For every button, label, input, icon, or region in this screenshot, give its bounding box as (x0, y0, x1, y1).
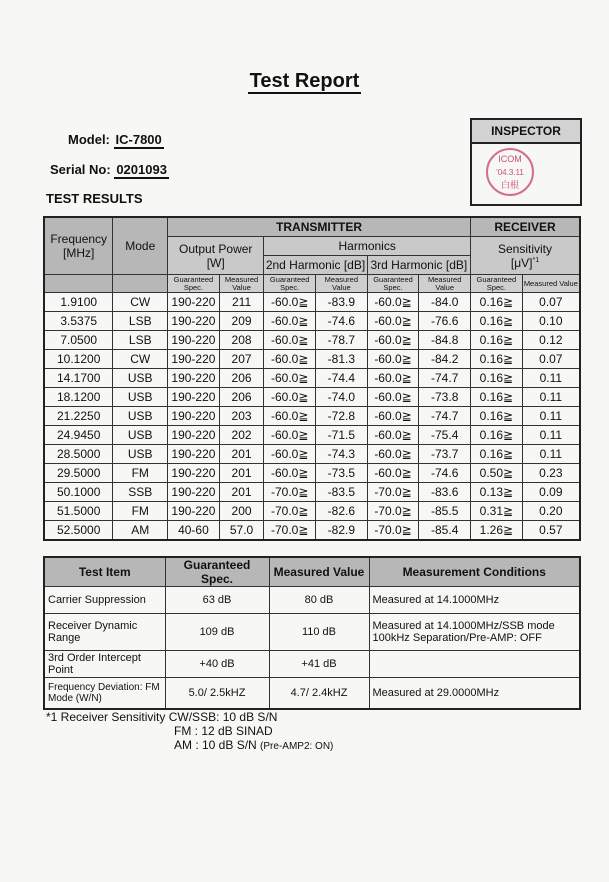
cell-op-val: 203 (219, 407, 264, 426)
subheader-blank (44, 275, 113, 293)
subheader-blank (113, 275, 168, 293)
cell-freq: 28.5000 (44, 445, 113, 464)
subheader-row (44, 275, 580, 293)
cell-op-spec: 190-220 (168, 350, 220, 369)
cell-sens-spec: 1.26≧ (471, 521, 523, 541)
cell-h2-spec: -60.0≧ (264, 407, 316, 426)
cell-op-val: 207 (219, 350, 264, 369)
table-row (44, 521, 580, 541)
cell-mode: USB (113, 445, 168, 464)
spec-cell: +40 dB (165, 651, 269, 678)
cell-h3-val: -74.7 (419, 407, 471, 426)
cell-sens-val: 0.11 (522, 369, 580, 388)
condition-line: Measured at 14.1000MHz (372, 594, 500, 606)
cell-op-spec: 190-220 (168, 407, 220, 426)
cell-freq: 21.2250 (44, 407, 113, 426)
cell-freq: 52.5000 (44, 521, 113, 541)
sensitivity-unit: [μV] (510, 255, 533, 270)
cell-freq: 3.5375 (44, 312, 113, 331)
value-cell: 80 dB (269, 587, 369, 614)
cell-h3-val: -74.6 (419, 464, 471, 483)
cell-op-val: 201 (219, 464, 264, 483)
cell-op-spec: 190-220 (168, 369, 220, 388)
cell-sens-spec: 0.31≧ (471, 502, 523, 521)
mode-header: Mode (113, 217, 168, 275)
cell-freq: 7.0500 (44, 331, 113, 350)
cell-sens-val: 0.10 (522, 312, 580, 331)
cell-sens-val: 0.23 (522, 464, 580, 483)
cell-h3-spec: -60.0≧ (367, 426, 419, 445)
cell-op-val: 201 (219, 445, 264, 464)
cell-h2-val: -74.4 (316, 369, 368, 388)
cell-h2-spec: -60.0≧ (264, 388, 316, 407)
cell-h3-spec: -60.0≧ (367, 331, 419, 350)
cell-h2-spec: -60.0≧ (264, 426, 316, 445)
sens-val-header: Measured Value (522, 275, 580, 293)
cell-mode: USB (113, 426, 168, 445)
footnote-line2: FM : 12 dB SINAD (174, 724, 273, 738)
cell-sens-spec: 0.16≧ (471, 312, 523, 331)
cell-h2-val: -74.6 (316, 312, 368, 331)
table-row (44, 426, 580, 445)
spec-cell: 5.0/ 2.5kHZ (165, 678, 269, 710)
conditions-cell (369, 587, 580, 614)
cell-h2-val: -71.5 (316, 426, 368, 445)
table-row (44, 483, 580, 502)
footnote-line3 (46, 738, 333, 754)
cell-h2-spec: -60.0≧ (264, 464, 316, 483)
output-power-header (168, 237, 264, 275)
table-row (44, 445, 580, 464)
cell-h3-val: -85.5 (419, 502, 471, 521)
cell-freq: 29.5000 (44, 464, 113, 483)
cell-h2-val: -82.6 (316, 502, 368, 521)
third-harmonic-header: 3rd Harmonic [dB] (367, 256, 470, 275)
condition-line: Measured at 14.1000MHz/SSB mode (372, 620, 555, 632)
cell-sens-spec: 0.16≧ (471, 331, 523, 350)
table-row (44, 651, 580, 678)
measurement-conditions-header: Measurement Conditions (369, 557, 580, 587)
cell-h2-spec: -60.0≧ (264, 445, 316, 464)
cell-freq: 14.1700 (44, 369, 113, 388)
table-row (44, 464, 580, 483)
cell-mode: USB (113, 407, 168, 426)
cell-op-val: 208 (219, 331, 264, 350)
sens-spec-header: Guaranteed Spec. (471, 275, 523, 293)
cell-op-val: 209 (219, 312, 264, 331)
cell-sens-spec: 0.13≧ (471, 483, 523, 502)
cell-h2-spec: -70.0≧ (264, 483, 316, 502)
cell-sens-val: 0.12 (522, 331, 580, 350)
table-row (44, 502, 580, 521)
serial-field (50, 162, 169, 177)
cell-sens-val: 0.57 (522, 521, 580, 541)
cell-h2-spec: -60.0≧ (264, 312, 316, 331)
cell-h2-val: -72.8 (316, 407, 368, 426)
cell-h2-spec: -60.0≧ (264, 369, 316, 388)
cell-mode: LSB (113, 312, 168, 331)
cell-sens-val: 0.07 (522, 293, 580, 312)
footnote-line1: CW/SSB: 10 dB S/N (168, 710, 278, 724)
cell-sens-val: 0.11 (522, 388, 580, 407)
cell-freq: 24.9450 (44, 426, 113, 445)
cell-h3-val: -76.6 (419, 312, 471, 331)
cell-h3-spec: -70.0≧ (367, 502, 419, 521)
output-power-unit: [W] (206, 255, 225, 270)
table-row (44, 293, 580, 312)
op-val-header: Measured Value (219, 275, 264, 293)
cell-h3-val: -84.8 (419, 331, 471, 350)
h3-val-header: Measured Value (419, 275, 471, 293)
cell-mode: USB (113, 369, 168, 388)
serial-value: 0201093 (116, 162, 167, 177)
cell-h2-val: -82.9 (316, 521, 368, 541)
cell-h3-spec: -70.0≧ (367, 483, 419, 502)
stamp-line2: '04.3.11 (496, 168, 524, 177)
cell-freq: 18.1200 (44, 388, 113, 407)
stamp-line1: ICOM (498, 154, 522, 164)
cell-h3-spec: -60.0≧ (367, 388, 419, 407)
cell-h3-spec: -60.0≧ (367, 312, 419, 331)
table-row (44, 369, 580, 388)
cell-h3-val: -85.4 (419, 521, 471, 541)
cell-freq: 10.1200 (44, 350, 113, 369)
table-row (44, 331, 580, 350)
cell-op-val: 206 (219, 388, 264, 407)
conditions-cell (369, 614, 580, 651)
conditions-cell (369, 651, 580, 678)
cell-op-spec: 40-60 (168, 521, 220, 541)
cell-op-val: 206 (219, 369, 264, 388)
cell-freq: 50.1000 (44, 483, 113, 502)
cell-h2-spec: -60.0≧ (264, 350, 316, 369)
model-label: Model: (68, 132, 110, 147)
cell-h3-spec: -60.0≧ (367, 464, 419, 483)
test-item-cell: 3rd Order Intercept Point (44, 651, 165, 678)
op-spec-header: Guaranteed Spec. (168, 275, 220, 293)
cell-h3-spec: -60.0≧ (367, 407, 419, 426)
spec-cell: 63 dB (165, 587, 269, 614)
cell-op-spec: 190-220 (168, 464, 220, 483)
condition-line: Measured at 29.0000MHz (372, 687, 500, 699)
table-row (44, 678, 580, 710)
cell-h3-val: -84.0 (419, 293, 471, 312)
cell-mode: CW (113, 293, 168, 312)
inspector-box (470, 118, 582, 206)
cell-mode: FM (113, 464, 168, 483)
sensitivity-label: Sensitivity (498, 241, 553, 256)
stamp-line3: 白根 (500, 180, 519, 190)
frequency-header: Frequency [MHz] (44, 217, 113, 275)
inspector-stamp (486, 148, 534, 196)
value-cell: 4.7/ 2.4kHZ (269, 678, 369, 710)
cell-sens-val: 0.11 (522, 407, 580, 426)
cell-freq: 1.9100 (44, 293, 113, 312)
cell-freq: 51.5000 (44, 502, 113, 521)
cell-h3-val: -73.7 (419, 445, 471, 464)
output-power-label: Output Power (179, 241, 253, 256)
cell-h3-val: -84.2 (419, 350, 471, 369)
results-body (44, 293, 580, 541)
condition-line: 100kHz Separation/Pre-AMP: OFF (372, 632, 542, 644)
cell-sens-spec: 0.16≧ (471, 369, 523, 388)
cell-h3-val: -73.8 (419, 388, 471, 407)
test-items-body (44, 587, 580, 710)
cell-op-val: 211 (219, 293, 264, 312)
model-value: IC-7800 (115, 132, 162, 147)
cell-h2-spec: -70.0≧ (264, 521, 316, 541)
cell-sens-spec: 0.16≧ (471, 350, 523, 369)
cell-h2-val: -83.5 (316, 483, 368, 502)
model-field (68, 132, 164, 147)
cell-h3-spec: -60.0≧ (367, 293, 419, 312)
cell-mode: FM (113, 502, 168, 521)
cell-sens-spec: 0.16≧ (471, 388, 523, 407)
serial-label: Serial No: (50, 162, 111, 177)
value-cell: +41 dB (269, 651, 369, 678)
cell-h2-val: -74.0 (316, 388, 368, 407)
results-heading: TEST RESULTS (46, 191, 143, 206)
footnote (46, 710, 333, 754)
harmonics-header: Harmonics (264, 237, 471, 256)
cell-sens-spec: 0.16≧ (471, 445, 523, 464)
footnote-line3-main: AM : 10 dB S/N (174, 738, 257, 752)
cell-h3-spec: -60.0≧ (367, 369, 419, 388)
cell-h3-val: -83.6 (419, 483, 471, 502)
cell-op-spec: 190-220 (168, 483, 220, 502)
sensitivity-note: *1 (532, 256, 540, 264)
cell-op-spec: 190-220 (168, 312, 220, 331)
table-row (44, 587, 580, 614)
h2-spec-header: Guaranteed Spec. (264, 275, 316, 293)
cell-h2-val: -83.9 (316, 293, 368, 312)
table-row (44, 614, 580, 651)
cell-mode: USB (113, 388, 168, 407)
table-row (44, 388, 580, 407)
cell-mode: AM (113, 521, 168, 541)
cell-op-spec: 190-220 (168, 502, 220, 521)
measured-value-header: Measured Value (269, 557, 369, 587)
cell-op-spec: 190-220 (168, 331, 220, 350)
cell-mode: LSB (113, 331, 168, 350)
sensitivity-header (471, 237, 580, 275)
cell-op-spec: 190-220 (168, 388, 220, 407)
cell-sens-spec: 0.16≧ (471, 426, 523, 445)
spec-cell: 109 dB (165, 614, 269, 651)
inspector-label: INSPECTOR (472, 120, 580, 144)
cell-h2-val: -78.7 (316, 331, 368, 350)
footnote-line3-small: (Pre-AMP2: ON) (260, 741, 334, 752)
transmitter-header: TRANSMITTER (168, 217, 471, 237)
cell-h3-spec: -60.0≧ (367, 350, 419, 369)
cell-h2-val: -81.3 (316, 350, 368, 369)
cell-h3-spec: -60.0≧ (367, 445, 419, 464)
cell-h3-val: -75.4 (419, 426, 471, 445)
table-row (44, 312, 580, 331)
cell-h2-spec: -60.0≧ (264, 293, 316, 312)
value-cell: 110 dB (269, 614, 369, 651)
cell-sens-spec: 0.50≧ (471, 464, 523, 483)
footnote-prefix: *1 Receiver Sensitivity (46, 710, 166, 724)
cell-sens-val: 0.07 (522, 350, 580, 369)
test-item-cell: Frequency Deviation: FM Mode (W/N) (44, 678, 165, 710)
cell-op-spec: 190-220 (168, 426, 220, 445)
cell-sens-val: 0.20 (522, 502, 580, 521)
table-row (44, 350, 580, 369)
cell-h2-spec: -70.0≧ (264, 502, 316, 521)
test-item-header: Test Item (44, 557, 165, 587)
cell-sens-val: 0.09 (522, 483, 580, 502)
h2-val-header: Measured Value (316, 275, 368, 293)
test-item-cell: Carrier Suppression (44, 587, 165, 614)
cell-op-val: 57.0 (219, 521, 264, 541)
second-harmonic-header: 2nd Harmonic [dB] (264, 256, 367, 275)
h3-spec-header: Guaranteed Spec. (367, 275, 419, 293)
table-row (44, 407, 580, 426)
cell-op-val: 201 (219, 483, 264, 502)
page-title: Test Report (249, 70, 360, 92)
cell-op-val: 200 (219, 502, 264, 521)
cell-sens-val: 0.11 (522, 445, 580, 464)
cell-h2-val: -74.3 (316, 445, 368, 464)
cell-h3-val: -74.7 (419, 369, 471, 388)
cell-h2-spec: -60.0≧ (264, 331, 316, 350)
cell-op-val: 202 (219, 426, 264, 445)
cell-sens-val: 0.11 (522, 426, 580, 445)
test-items-table (43, 556, 581, 710)
cell-h3-spec: -70.0≧ (367, 521, 419, 541)
cell-op-spec: 190-220 (168, 293, 220, 312)
conditions-cell (369, 678, 580, 710)
results-table (43, 216, 581, 541)
cell-h2-val: -73.5 (316, 464, 368, 483)
cell-mode: SSB (113, 483, 168, 502)
cell-sens-spec: 0.16≧ (471, 293, 523, 312)
guaranteed-spec-header: Guaranteed Spec. (165, 557, 269, 587)
test-item-cell: Receiver Dynamic Range (44, 614, 165, 651)
receiver-header: RECEIVER (471, 217, 580, 237)
cell-sens-spec: 0.16≧ (471, 407, 523, 426)
cell-mode: CW (113, 350, 168, 369)
cell-op-spec: 190-220 (168, 445, 220, 464)
